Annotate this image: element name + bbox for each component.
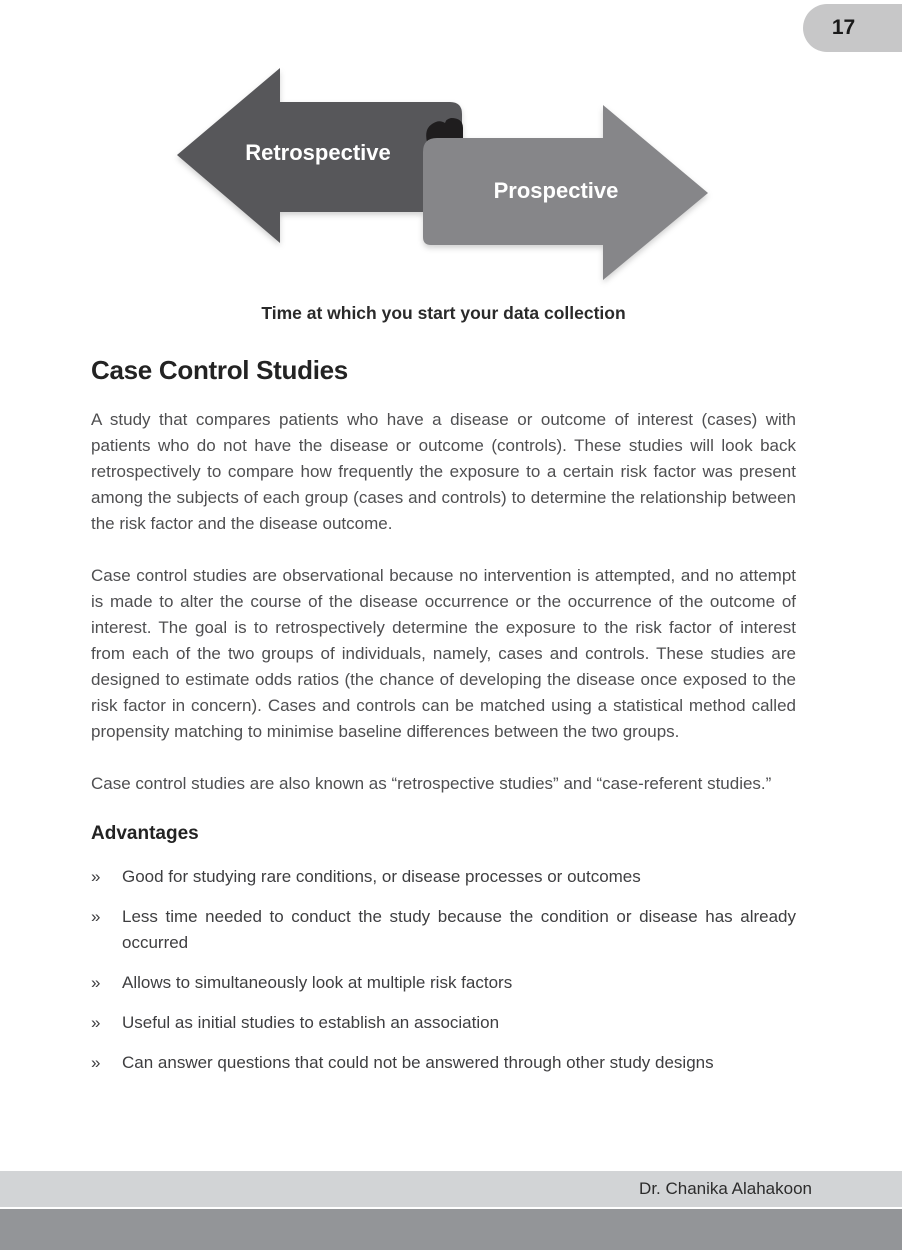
list-item-text: Less time needed to conduct the study because the condition or disease has already occurred [122, 907, 796, 952]
bullet-marker: » [91, 1053, 101, 1072]
diagram-caption: Time at which you start your data collection [261, 303, 626, 323]
bullet-marker: » [91, 973, 101, 992]
page-number-badge [803, 4, 902, 52]
list-item [91, 970, 796, 996]
list-item-text: Allows to simultaneously look at multiple risk factors [122, 973, 513, 992]
page-number: 17 [831, 16, 856, 39]
timeline-arrows-graphic [168, 58, 716, 286]
list-item [91, 1050, 796, 1076]
page-title: Case Control Studies [91, 355, 348, 385]
bullet-marker: » [91, 1013, 101, 1032]
list-item [91, 904, 796, 956]
paragraph-2: Case control studies are observational because no intervention is attempted, and no attempt is made to alter the course of the disease occurrence or the occurrence of the outcome of interest. The goal is to retrospectively determine the exposure to the risk factor of interest from each of the two groups of individuals, namely, cases and controls. These studies are designed to estimate odds ratios (the chance of developing the disease once exposed to the risk factor in concern). Cases and controls can be matched using a statistical method called propensity matching to minimise baseline differences between the two groups. [91, 566, 796, 741]
bullet-marker: » [91, 867, 101, 886]
list-item-text: Good for studying rare conditions, or disease processes or outcomes [122, 867, 641, 886]
bullet-marker: » [91, 907, 101, 926]
list-item-text: Useful as initial studies to establish an association [122, 1013, 500, 1032]
paragraph-1: A study that compares patients who have a disease or outcome of interest (cases) with patients who do not have the disease or outcome (controls). These studies will look back retrospectively to compare how frequently the exposure to a certain risk factor was present among the subjects of each group (cases and controls) to determine the relationship between the risk factor and the disease outcome. [91, 410, 796, 533]
list-item [91, 864, 796, 890]
prospective-arrow-label: Prospective [493, 178, 619, 203]
advantages-list [91, 864, 796, 1076]
article-content [91, 303, 796, 1076]
retrospective-arrow-label: Retrospective [245, 140, 391, 165]
timeline-diagram [0, 0, 902, 286]
footer-bottom-stripe [0, 1209, 902, 1250]
advantages-heading: Advantages [91, 823, 199, 844]
list-item-text: Can answer questions that could not be answered through other study designs [122, 1053, 714, 1072]
list-item [91, 1010, 796, 1036]
footer-author-bar [0, 1171, 902, 1207]
paragraph-3: Case control studies are also known as “retrospective studies” and “case-referent studies.” [91, 774, 772, 793]
footer-author: Dr. Chanika Alahakoon [639, 1179, 812, 1198]
